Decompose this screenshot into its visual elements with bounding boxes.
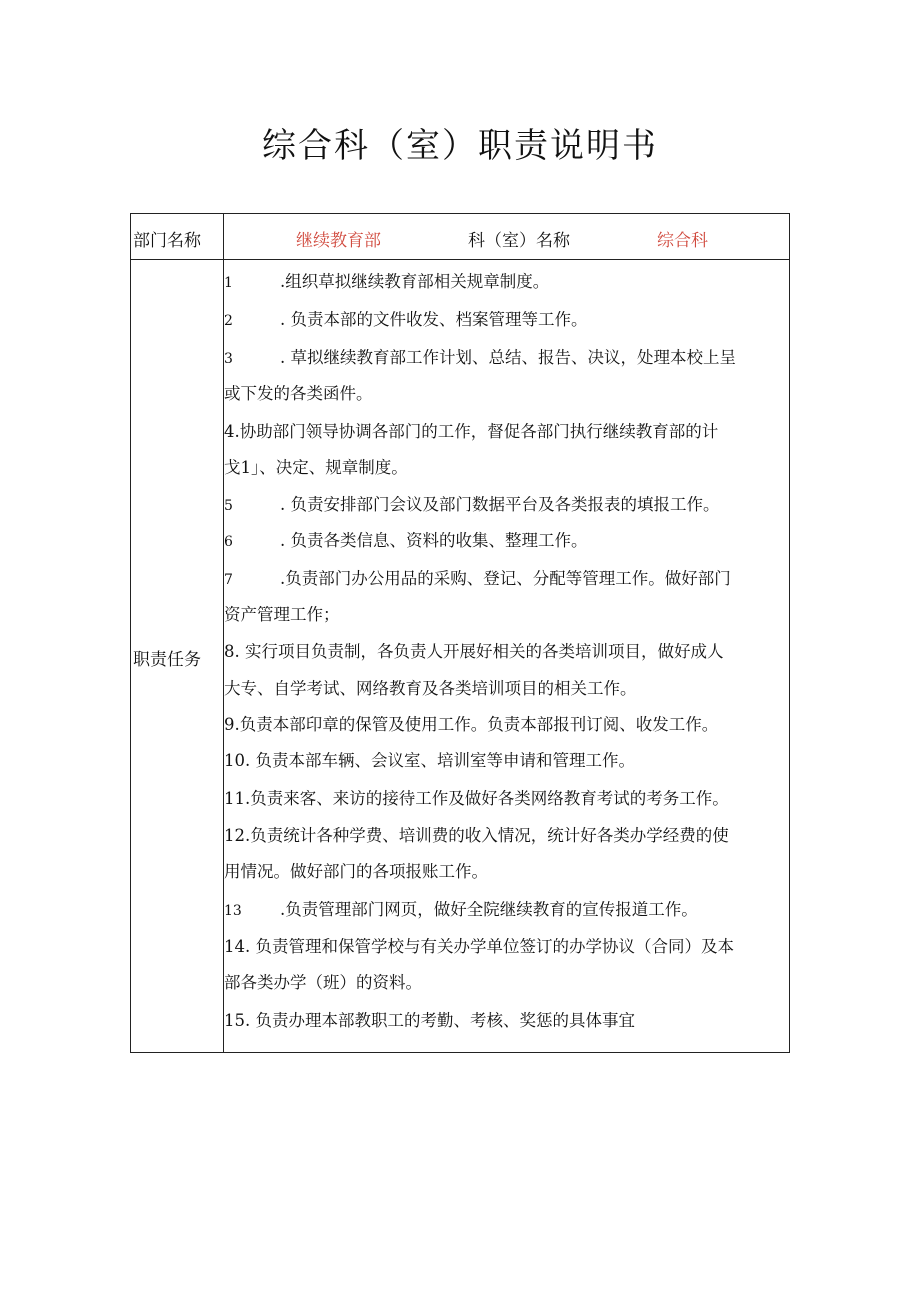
duty-line: 戈1」、决定、规章制度。 — [224, 458, 408, 477]
dept-name-value: 继续教育部 — [296, 231, 381, 251]
duty-line: 8. 实行项目负责制，各负责人开展好相关的各类培训项目，做好成人 — [224, 642, 724, 661]
duty-line: 14. 负责管理和保管学校与有关办学单位签订的办学协议（合同）及本 — [224, 937, 734, 956]
duty-line: 5 . 负责安排部门会议及部门数据平台及各类报表的填报工作。 — [224, 495, 720, 514]
duty-line: 7 .负责部门办公用品的采购、登记、分配等管理工作。做好部门 — [224, 569, 731, 588]
section-name-label: 科（室）名称 — [468, 231, 570, 251]
dept-name-label: 部门名称 — [133, 231, 201, 251]
row-divider — [131, 259, 789, 260]
duty-line: 4.协助部门领导协调各部门的工作，督促各部门执行继续教育部的计 — [224, 422, 719, 441]
duty-line: 13 .负责管理部门网页，做好全院继续教育的宣传报道工作。 — [224, 900, 698, 919]
duty-line: 11.负责来客、来访的接待工作及做好各类网络教育考试的考务工作。 — [224, 789, 729, 808]
duty-line: 大专、自学考试、网络教育及各类培训项目的相关工作。 — [224, 679, 637, 698]
duty-line: 10. 负责本部车辆、会议室、培训室等申请和管理工作。 — [224, 751, 635, 770]
duty-line: 3 . 草拟继续教育部工作计划、总结、报告、决议，处理本校上呈 — [224, 348, 736, 367]
duty-line: 9.负责本部印章的保管及使用工作。负责本部报刊订阅、收发工作。 — [224, 715, 719, 734]
duty-table — [130, 213, 790, 1053]
duty-line: 6 . 负责各类信息、资料的收集、整理工作。 — [224, 531, 588, 550]
duty-line: 或下发的各类函件。 — [224, 384, 373, 403]
duty-line: 12.负责统计各种学费、培训费的收入情况，统计好各类办学经费的使 — [224, 826, 729, 845]
duty-line: 部各类办学（班）的资料。 — [224, 973, 422, 992]
page-title: 综合科（室）职责说明书 — [262, 126, 658, 166]
duty-line: 用情况。做好部门的各项报账工作。 — [224, 862, 488, 881]
section-name-value: 综合科 — [657, 231, 708, 251]
duty-line: 2 . 负责本部的文件收发、档案管理等工作。 — [224, 310, 588, 329]
duty-line: 1 .组织草拟继续教育部相关规章制度。 — [224, 272, 550, 291]
duty-line: 资产管理工作； — [224, 605, 340, 624]
column-divider — [223, 214, 224, 1052]
duty-line: 15. 负责办理本部教职工的考勤、考核、奖惩的具体事宜 — [224, 1011, 635, 1030]
duties-label: 职责任务 — [133, 650, 201, 670]
